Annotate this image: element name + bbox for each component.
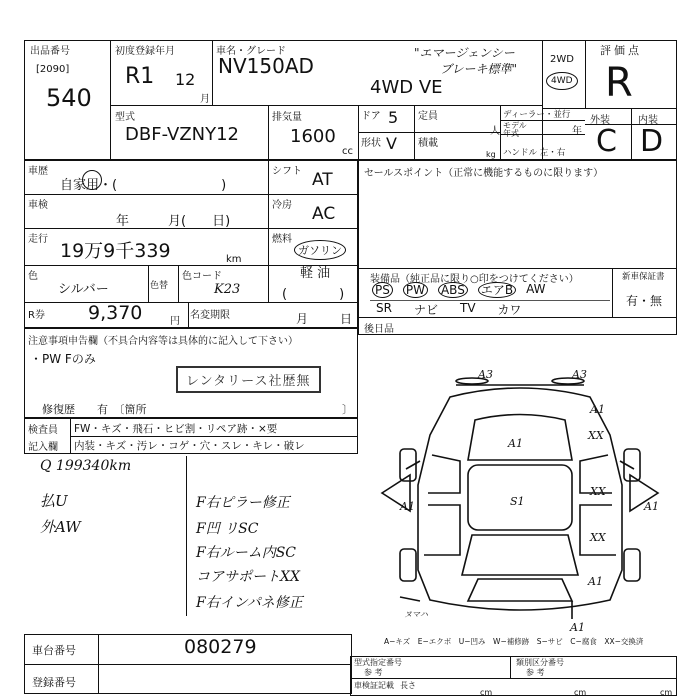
deadline-label: 名変期限	[190, 310, 230, 321]
inspector-interior-row: 内装・キズ・汚レ・コゲ・穴・スレ・キレ・破レ	[74, 440, 305, 452]
mark-a1-front-right: A1	[590, 403, 605, 416]
lot-number: 540	[46, 84, 92, 112]
sales-point-label: セールスポイント（正常に機能するものに限ります）	[364, 168, 604, 179]
body-shape-value: V	[386, 134, 397, 153]
shift-label: シフト	[272, 166, 302, 177]
hw-item-4: コアサポートXX	[196, 569, 300, 585]
equipment-row-2	[376, 301, 616, 318]
inspection-value: 年 月( 日)	[116, 214, 231, 229]
deadline-month: 月	[296, 312, 309, 326]
color-code-label: 色コード	[182, 271, 222, 282]
equipment-label: 装備品（純正品に限り○印をつけてください）	[370, 274, 579, 285]
registration-month: 12	[175, 70, 196, 89]
repair-history-end: 〕	[342, 403, 353, 416]
doors-label: ドア	[361, 111, 381, 122]
warranty-label: 新車保証書	[622, 272, 665, 282]
certified-label-1: 型式指定番号	[354, 658, 402, 667]
model-code-label: 型式	[115, 112, 135, 123]
interior-label: 内装	[638, 115, 658, 126]
certified-label-2: 類別区分番号	[516, 658, 564, 667]
model-grade: 4WD VE	[370, 77, 443, 98]
recycle-unit: 円	[170, 316, 180, 327]
equipment-leather: カワ	[497, 303, 522, 317]
grade-note-1: "エマージェンシー	[414, 46, 515, 60]
registration-month-unit: 月	[200, 94, 210, 105]
notes-label: 注意事項申告欄（不具合内容等は具体的に記入して下さい）	[28, 336, 298, 347]
color-value: シルバー	[58, 282, 109, 297]
equipment-sr: SR	[376, 301, 392, 315]
recycle-value: 9,370	[88, 302, 143, 324]
doors-value: 5	[388, 108, 399, 127]
load-unit: kg	[486, 150, 496, 159]
mark-xx-1: XX	[588, 429, 604, 442]
dimensions-length: 長さ	[400, 681, 416, 690]
equipment-pw: PW	[403, 282, 428, 298]
grade-score-label: 評価点	[600, 44, 642, 57]
inspector-label-1: 検査員	[28, 425, 58, 436]
equipment-navi: ナビ	[413, 303, 438, 317]
color-change-label: 色替	[150, 281, 169, 291]
hw-odometer: Q 199340km	[40, 458, 132, 474]
body-shape-label: 形状	[361, 138, 381, 149]
hw-item-3: F右ルーム内SC	[196, 545, 297, 561]
displacement-label: 排気量	[272, 112, 302, 123]
model-year-unit: 年	[572, 126, 582, 137]
equipment-row-1	[372, 282, 612, 298]
mark-small: ヌマハ	[404, 610, 428, 619]
certified-sub-2: 参 考	[526, 668, 545, 677]
grade-score-value: R	[605, 60, 633, 106]
damage-legend: A−キズ E−エクボ U−凹み W−補修跡 S−サビ C−腐食 XX−交換済	[384, 637, 644, 646]
ac-label: 冷房	[272, 200, 292, 211]
mark-a1-bottom: A1	[570, 621, 585, 634]
dealer-label: ディーラー・並行	[503, 110, 571, 120]
fuel-diesel: 軽 油	[300, 266, 331, 281]
model-name: NV150AD	[218, 54, 314, 78]
fuel-label: 燃料	[272, 234, 292, 245]
dimensions-cm-3: cm	[660, 688, 673, 697]
hw-left-1: 払U	[40, 492, 68, 510]
model-year-label: モデル年式	[503, 121, 527, 138]
mileage-unit: km	[226, 254, 242, 265]
drive-2wd-label: 2WD	[550, 54, 574, 65]
interior-grade: D	[640, 124, 664, 159]
car-body-diagram	[360, 365, 680, 635]
mark-xx-2: XX	[590, 485, 606, 498]
dimensions-label: 車検証記載	[354, 681, 394, 690]
model-code: DBF-VZNY12	[125, 124, 240, 145]
exterior-label: 外装	[590, 115, 610, 126]
mark-a3-right: A3	[572, 368, 587, 381]
shift-value: AT	[312, 170, 333, 190]
history-value: 自家用・( )	[60, 178, 227, 193]
dimensions-cm-1: cm	[480, 688, 493, 697]
ac-value: AC	[312, 204, 336, 224]
after-pickup-label: 後日品	[364, 324, 394, 335]
equipment-ps: PS	[372, 282, 393, 298]
inspector-exterior-row: FW・キズ・飛石・ヒビ割・リペア跡・×要	[74, 423, 278, 435]
hw-left-2: 外AW	[40, 518, 81, 536]
mark-a1-rear-right: A1	[588, 575, 603, 588]
displacement-value: 1600	[290, 126, 336, 147]
model-name-label: 車名・グレード	[216, 46, 286, 57]
mark-s1-center: S1	[510, 495, 525, 508]
capacity-label: 定員	[418, 111, 438, 122]
history-circle	[82, 170, 102, 190]
mileage-label: 走行	[28, 234, 48, 245]
recycle-label: R券	[28, 310, 45, 321]
mark-a1-roof: A1	[508, 437, 523, 450]
fuel-gasoline-circled: ガソリン	[294, 240, 346, 260]
hw-item-1: F右ピラー修正	[196, 495, 290, 511]
hw-item-2: F凹 リSC	[196, 521, 259, 537]
displacement-unit: cc	[342, 146, 353, 157]
inspector-label-2: 記入欄	[28, 442, 58, 453]
drive-4wd-circled: 4WD	[546, 72, 578, 90]
equipment-abs: ABS	[438, 282, 468, 298]
header-frame	[24, 40, 677, 160]
mark-a3-left: A3	[478, 368, 493, 381]
lot-session: [2090]	[36, 64, 70, 75]
fuel-other: ( )	[282, 287, 345, 302]
mileage-value: 19万9千339	[60, 240, 171, 262]
warranty-value: 有・無	[626, 294, 663, 308]
dimensions-cm-2: cm	[574, 688, 587, 697]
repair-history: 修復歴 有 〔箇所	[42, 403, 147, 416]
load-label: 積載	[418, 138, 438, 149]
mark-xx-3: XX	[590, 531, 606, 544]
exterior-grade: C	[596, 124, 617, 159]
hw-item-5: F右インパネ修正	[196, 595, 303, 611]
equipment-airbag: エアB	[478, 282, 516, 298]
registration-era: R1	[125, 64, 155, 89]
certified-sub-1: 参 考	[364, 668, 383, 677]
mark-a1-left: A1	[400, 500, 415, 513]
capacity-unit: 人	[490, 126, 500, 137]
color-code-value: K23	[214, 282, 241, 297]
handle-label: ハンドル 左・右	[503, 148, 566, 158]
equipment-aw: AW	[526, 282, 546, 296]
history-label: 車歴	[28, 166, 48, 177]
deadline-day: 日	[340, 312, 353, 326]
equipment-tv: TV	[459, 301, 476, 315]
register-label: 登録番号	[32, 676, 76, 689]
registration-label: 初度登録年月	[115, 46, 175, 57]
grade-note-2: ブレーキ標準"	[440, 62, 518, 76]
chassis-number: 080279	[184, 636, 257, 658]
lot-label: 出品番号	[30, 46, 70, 57]
inspection-label: 車検	[28, 200, 48, 211]
chassis-label: 車台番号	[32, 644, 76, 657]
color-label: 色	[28, 271, 38, 282]
notes-line-1: ・PW Fのみ	[30, 352, 96, 366]
mark-a1-right: A1	[644, 500, 659, 513]
rental-stamp: レンタリース社歴無	[176, 366, 321, 393]
